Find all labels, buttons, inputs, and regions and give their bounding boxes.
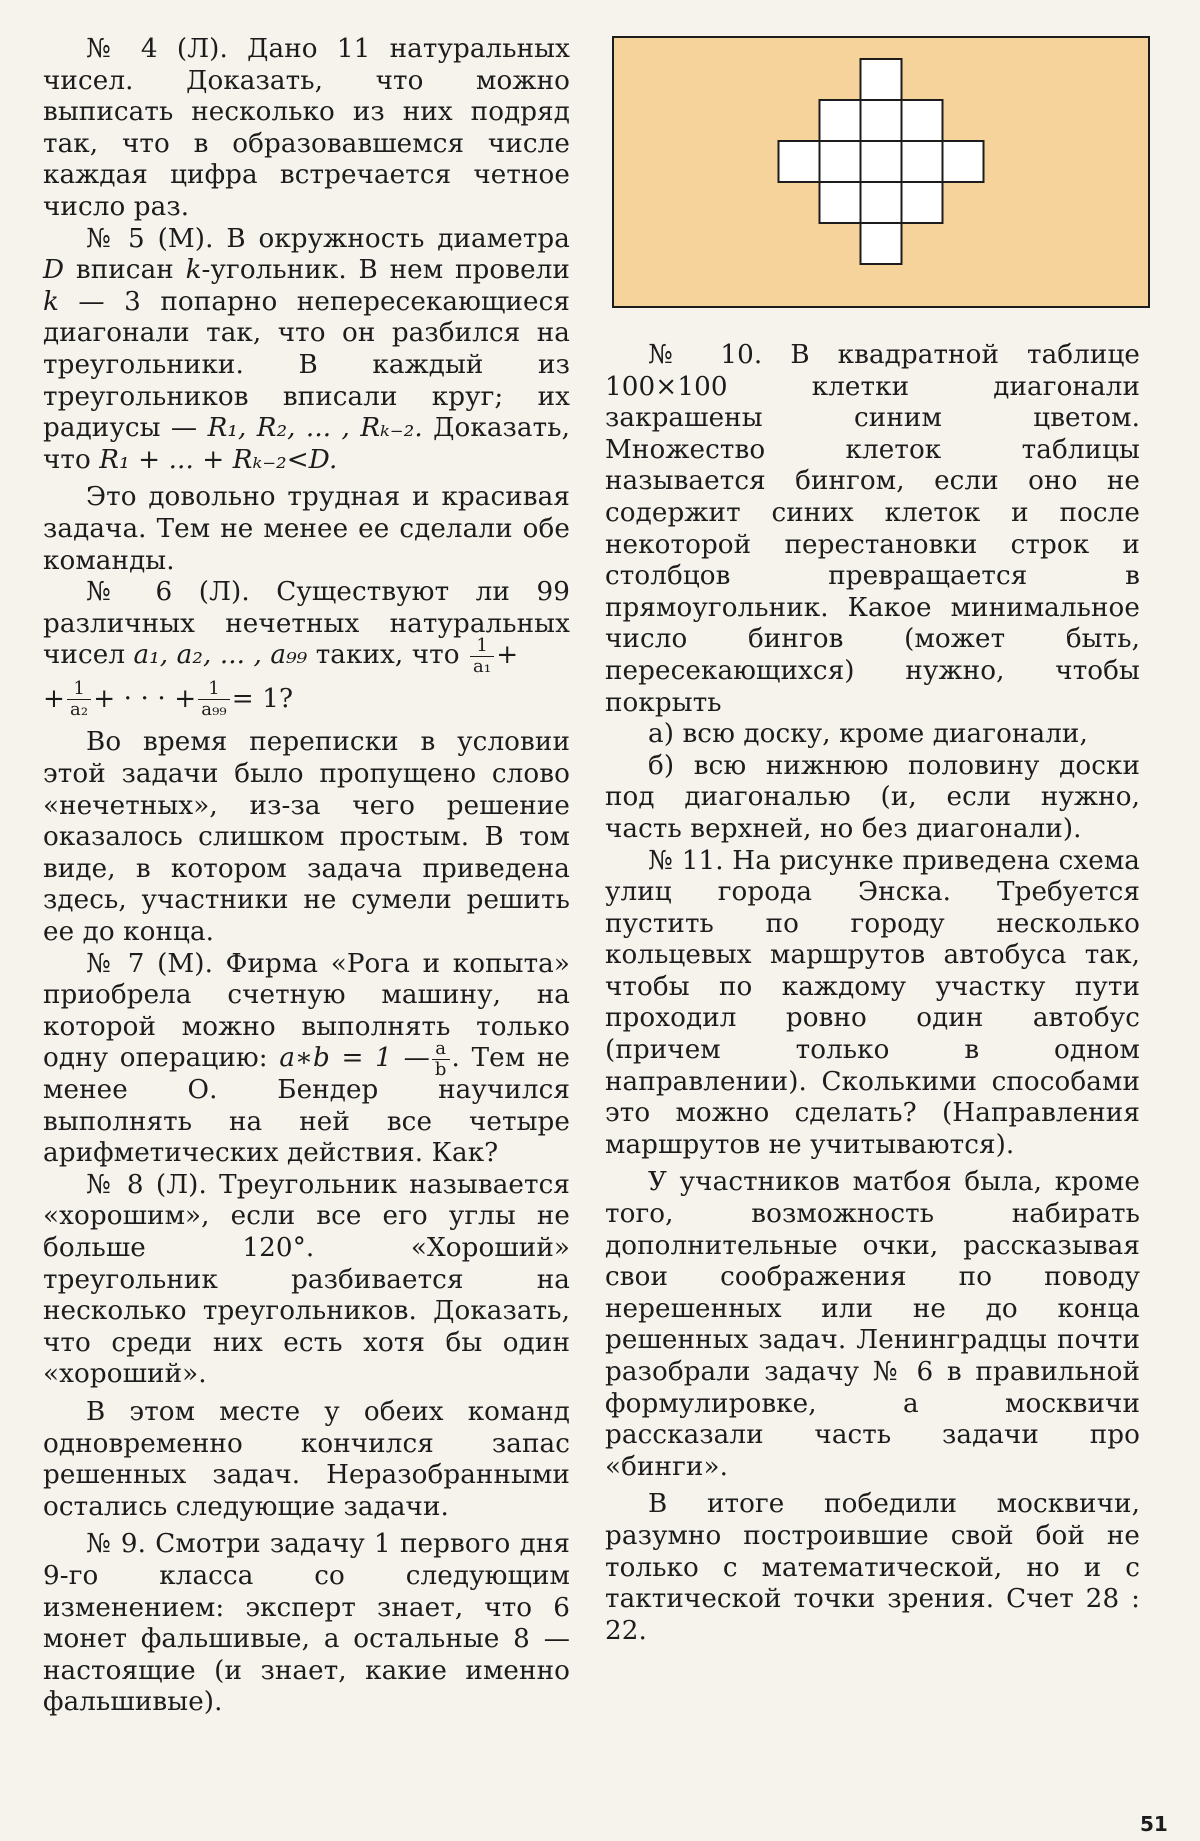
problem-8: № 8 (Л). Треугольник называется «хорошим», если все его углы не больше 120°. «Хороший» треугольник разбивается на несколько треугольников. Доказать, что среди них есть хотя бы один «хороший». xyxy=(43,1169,570,1390)
grid-cell xyxy=(902,100,943,141)
grid-cell xyxy=(820,100,861,141)
problem-10-b: б) всю нижнюю половину доски под диагональю (и, если нужно, часть верхней, но без диагонали). xyxy=(605,750,1140,844)
problem-9: № 9. Смотри задачу 1 первого дня 9-го класса со следующим изменением: эксперт знает, что 6 монет фальшивые, а остальные 8 — настоящие (и знает, какие именно фальшивые). xyxy=(43,1529,570,1718)
problem-6: № 6 (Л). Существуют ли 99 различных нечетных натуральных чисел a₁, a₂, ... , a₉₉ таких, что $\frac{1}{\text{a₁}}$ + xyxy=(43,577,570,677)
problem-7: № 7 (М). Фирма «Рога и копыта» приобрела счетную машину, на которой можно выполнять только одну операцию: a∗b = 1 — $\frac{a}{b}$ . Тем не менее О. Бендер научился выполнять на ней все четыре арифметических действия. Как? xyxy=(43,948,570,1169)
fraction-1-a99: $\frac{1}{\text{a₉₉}}$ xyxy=(198,679,229,720)
comment-problem-6: Во время переписки в условии этой задачи было пропущено слово «нечетных», из-за чего решение оказалось слишком простым. В том виде, в котором задача приведена здесь, участники не сумели решить ее до конца. xyxy=(43,727,570,948)
grid-cell xyxy=(861,141,902,182)
fraction-1-a2: $\frac{1}{\text{a₂}}$ xyxy=(67,679,91,720)
grid-cell xyxy=(902,141,943,182)
problem-10: № 10. В квадратной таблице 100×100 клетки диагонали закрашены синим цветом. Множество клеток таблицы называется бингом, если оно не содержит синих клеток и после некоторой перестановки строк и столбцов превращается в прямоугольник. Какое минимальное число бингов (может быть, пересекающихся) нужно, чтобы покрыть xyxy=(605,340,1140,718)
grid-cell xyxy=(943,141,984,182)
remaining-problems-note: В этом месте у обеих команд одновременно кончился запас решенных задач. Неразобранными остались следующие задачи. xyxy=(43,1396,570,1522)
fraction-a-b: $\frac{a}{b}$ xyxy=(432,1039,450,1080)
problem-4: № 4 (Л). Дано 11 натуральных чисел. Доказать, что можно выписать несколько из них подряд так, что в образовавшемся числе каждая цифра встречается четное число раз. xyxy=(43,34,570,222)
problem-11: № 11. На рисунке приведена схема улиц города Энска. Требуется пустить по городу несколько кольцевых маршрутов автобуса так, чтобы по каждому участку пути проходил ровно один автобус (причем только в одном направлении). Сколькими способами это можно сделать? (Направления маршрутов не учитываются). xyxy=(605,845,1140,1160)
grid-cell xyxy=(779,141,820,182)
problem-5: № 5 (М). В окружность диаметра D вписан k-угольник. В нем провели k — 3 попарно непересекающиеся диагонали так, что он разбился на треугольники. В каждый из треугольников вписали круг; их радиусы — R₁, R₂, ... , Rₖ₋₂. Доказать, что R₁ + ... + Rₖ₋₂<D. xyxy=(43,223,570,475)
grid-cell xyxy=(902,182,943,223)
street-grid-figure xyxy=(612,36,1150,308)
grid-cell xyxy=(861,59,902,100)
left-column xyxy=(43,34,570,1719)
fraction-1-a1: $\frac{1}{\text{a₁}}$ xyxy=(470,636,494,677)
result-paragraph: В итоге победили москвичи, разумно построившие свой бой не только с математической, но и с тактической точки зрения. Счет 28 : 22. xyxy=(605,1489,1140,1646)
grid-cell xyxy=(820,141,861,182)
grid-cell xyxy=(820,182,861,223)
comment-problem-5: Это довольно трудная и красивая задача. Тем не менее ее сделали обе команды. xyxy=(43,482,570,576)
grid-cell xyxy=(861,182,902,223)
page-number: 51 xyxy=(1140,1812,1168,1836)
extra-points-note: У участников матбоя была, кроме того, возможность набирать дополнительные очки, рассказывая свои соображения по поводу нерешенных или не до конца решенных задач. Ленинградцы почти разобрали задачу № 6 в правильной формулировке, а москвичи рассказали часть задачи про «бинги». xyxy=(605,1167,1140,1482)
problem-6-equation: + $\frac{1}{\text{a₂}}$ + · · · + $\frac{1}{\text{a₉₉}}$ = 1? xyxy=(43,678,294,721)
grid-cell xyxy=(861,223,902,264)
problem-10-a: а) всю доску, кроме диагонали, xyxy=(648,719,1088,750)
street-grid-diamond xyxy=(614,38,1148,306)
right-column xyxy=(605,340,1140,1647)
grid-cell xyxy=(861,100,902,141)
